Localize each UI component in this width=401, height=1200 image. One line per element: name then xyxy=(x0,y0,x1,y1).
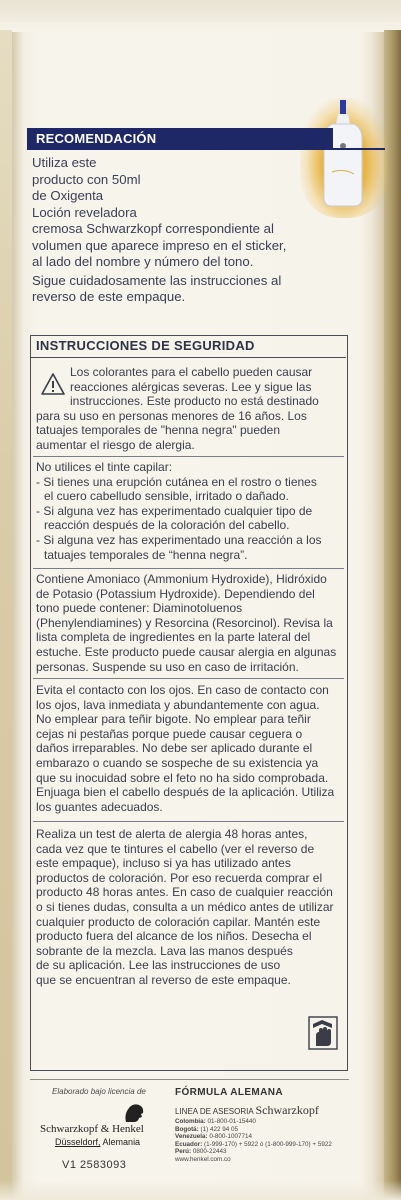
recommendation-underline xyxy=(27,148,385,150)
eyes-line: Evita el contacto con los ojos. En caso de contacto con xyxy=(36,683,329,697)
contains-line: estuche. Este producto puede causar alergia en algunas xyxy=(36,644,337,659)
contact-item: Perú: 0800-22443 xyxy=(175,1148,227,1156)
eyes-line: daños irreparables. No debe ser aplicado durante el xyxy=(36,741,313,756)
warning-line: para su uso en personas menores de 16 años. Los xyxy=(36,408,307,423)
section-divider xyxy=(33,568,344,569)
eyes-line: cejas ni pestañas porque puede causar ceguera o xyxy=(36,726,303,741)
test-line: sobrante de la mezcla. Lava las manos después xyxy=(36,943,293,958)
contains-line: (Phenylendiamines) y Resorcina (Resorcinol). Revisa la xyxy=(36,615,333,630)
contains-line: Contiene Amoniaco (Ammonium Hydroxide), Hidróxido xyxy=(36,572,327,586)
warning-line: reacciones alérgicas severas. Lee y sigue las xyxy=(70,379,312,394)
no-use-line: el cuero cabelludo sensible, irritado o dañado. xyxy=(44,489,289,504)
top-flap xyxy=(0,0,401,24)
warning-line: aumentar el riesgo de alergia. xyxy=(36,437,195,452)
test-line: este empaque), incluso si ya has utilizado antes xyxy=(36,856,291,871)
help-line-label: LINEA DE ASESORIA xyxy=(175,1107,254,1116)
no-use-line: No utilices el tinte capilar: xyxy=(36,460,173,474)
recommendation-line: Utiliza este xyxy=(32,155,97,170)
test-line: Realiza un test de alerta de alergia 48 horas antes, xyxy=(36,827,308,841)
manufacturer-location xyxy=(55,1137,140,1147)
recommendation-line: cremosa Schwarzkopf correspondiente al xyxy=(32,221,274,236)
no-use-line: - Si alguna vez has experimentado cualquier tipo de xyxy=(36,503,313,518)
test-line: o si tienes dudas, consulta a un médico antes de utilizar xyxy=(36,899,334,914)
section-divider xyxy=(33,821,344,822)
no-use-line: - Si alguna vez has experimentado una reacción a los xyxy=(36,532,322,547)
recommendation-line: de Oxigenta xyxy=(32,188,104,203)
no-use-line: reacción después de la coloración del cabello. xyxy=(44,518,290,533)
test-line: productos de coloración. Por eso recuerda comprar el xyxy=(36,870,323,885)
recommendation-line: al lado del nombre y número del tono. xyxy=(32,254,254,269)
warning-line: instrucciones. Este producto no está destinado xyxy=(70,394,319,409)
section-divider xyxy=(33,678,344,679)
safety-title: INSTRUCCIONES DE SEGURIDAD xyxy=(36,338,255,353)
eyes-line: que su inocuidad sobre el feto no ha sido comprobada. xyxy=(36,770,329,785)
left-edge xyxy=(0,30,12,1200)
test-line: que se encuentran al reverso de este empaque. xyxy=(36,972,291,987)
allergy-test-paragraph xyxy=(36,827,342,988)
no-use-line: tatuajes temporales de “henna negra”. xyxy=(44,547,248,562)
top-flap-shadow xyxy=(0,22,401,32)
recommendation-text xyxy=(32,155,352,306)
contact-item: Colombia: 01-800-01-15440 xyxy=(175,1118,256,1125)
test-line: cada vez que te tintures el cabello (ver el reverso de xyxy=(36,841,315,856)
eyes-line: embarazo o cuando se sospeche de su existencia ya xyxy=(36,755,319,770)
recommendation-line: Loción reveladora xyxy=(32,204,137,220)
recommendation-line: Sigue cuidadosamente las instrucciones al xyxy=(32,272,282,288)
schwarzkopf-head-logo-icon xyxy=(120,1100,148,1124)
contact-item: Venezuela: 0-800-1007714 xyxy=(175,1133,253,1141)
test-line: producto 48 horas antes. En caso de cualquier reacción xyxy=(36,885,333,900)
city: Düsseldorf, xyxy=(55,1137,101,1147)
contains-line: personas. Suspende su uso en caso de irritación. xyxy=(36,659,299,674)
eyes-line: No emplear para teñir bigote. No emplear para teñir xyxy=(36,712,311,727)
recommendation-title: RECOMENDACIÓN xyxy=(36,131,157,146)
license-text: Elaborado bajo licencia de xyxy=(52,1087,146,1096)
help-line-brand: Schwarzkopf xyxy=(255,1103,319,1117)
contact-item: Bogotá: (1) 422 94 05 xyxy=(175,1125,239,1133)
help-line-title xyxy=(175,1103,319,1118)
eyes-line: los ojos, lava inmediata y abundantemente con agua. xyxy=(36,697,320,712)
bottom-edge xyxy=(0,1180,401,1200)
test-line: de su aplicación. Lee las instrucciones de uso xyxy=(36,958,281,973)
recommendation-line: producto con 50ml xyxy=(32,171,141,187)
country: Alemania xyxy=(102,1137,141,1147)
contact-website: www.henkel.com.co xyxy=(175,1155,231,1163)
recommendation-line: volumen que aparece impreso en el sticker, xyxy=(32,237,287,253)
recommendation-line: reverso de este empaque. xyxy=(32,289,186,304)
eyes-line: Enjuaga bien el cabello después de la aplicación. Utiliza xyxy=(36,785,335,800)
footer-divider xyxy=(30,1079,349,1080)
contains-paragraph xyxy=(36,572,342,674)
contact-item: Ecuador: (1-999-170) + 5922 ó (1-800-999-170) + 5922 xyxy=(175,1140,332,1148)
warning-line: tatuajes temporales de "henna negra" pueden xyxy=(36,423,281,438)
manufacturer-brand: Schwarzkopf & Henkel xyxy=(40,1123,144,1135)
contains-line: tono puede contener: Diaminotoluenos xyxy=(36,601,243,616)
formula-label: FÓRMULA ALEMANA xyxy=(175,1087,284,1098)
no-use-line: - Si tienes una erupción cutánea en el rostro o tienes xyxy=(36,474,317,489)
eyes-paragraph xyxy=(36,683,342,814)
contains-line: lista completa de ingredientes en la parte lateral del xyxy=(36,630,311,645)
contains-line: de Potasio (Potassium Hydroxide). Dependiendo del xyxy=(36,586,315,601)
test-line: producto fuera del alcance de los niños. Desecha el xyxy=(36,929,312,944)
version-code: V1 2583093 xyxy=(62,1159,127,1171)
wash-hands-icon xyxy=(308,1016,338,1050)
section-divider xyxy=(33,456,344,457)
warning-paragraph xyxy=(36,365,342,453)
no-use-paragraph xyxy=(36,460,342,562)
test-line: cualquier producto de coloración capilar. Mantén este xyxy=(36,914,321,929)
contact-list xyxy=(175,1118,370,1164)
eyes-line: los guantes adecuados. xyxy=(36,799,163,814)
warning-line: Los colorantes para el cabello pueden causar xyxy=(70,365,313,379)
